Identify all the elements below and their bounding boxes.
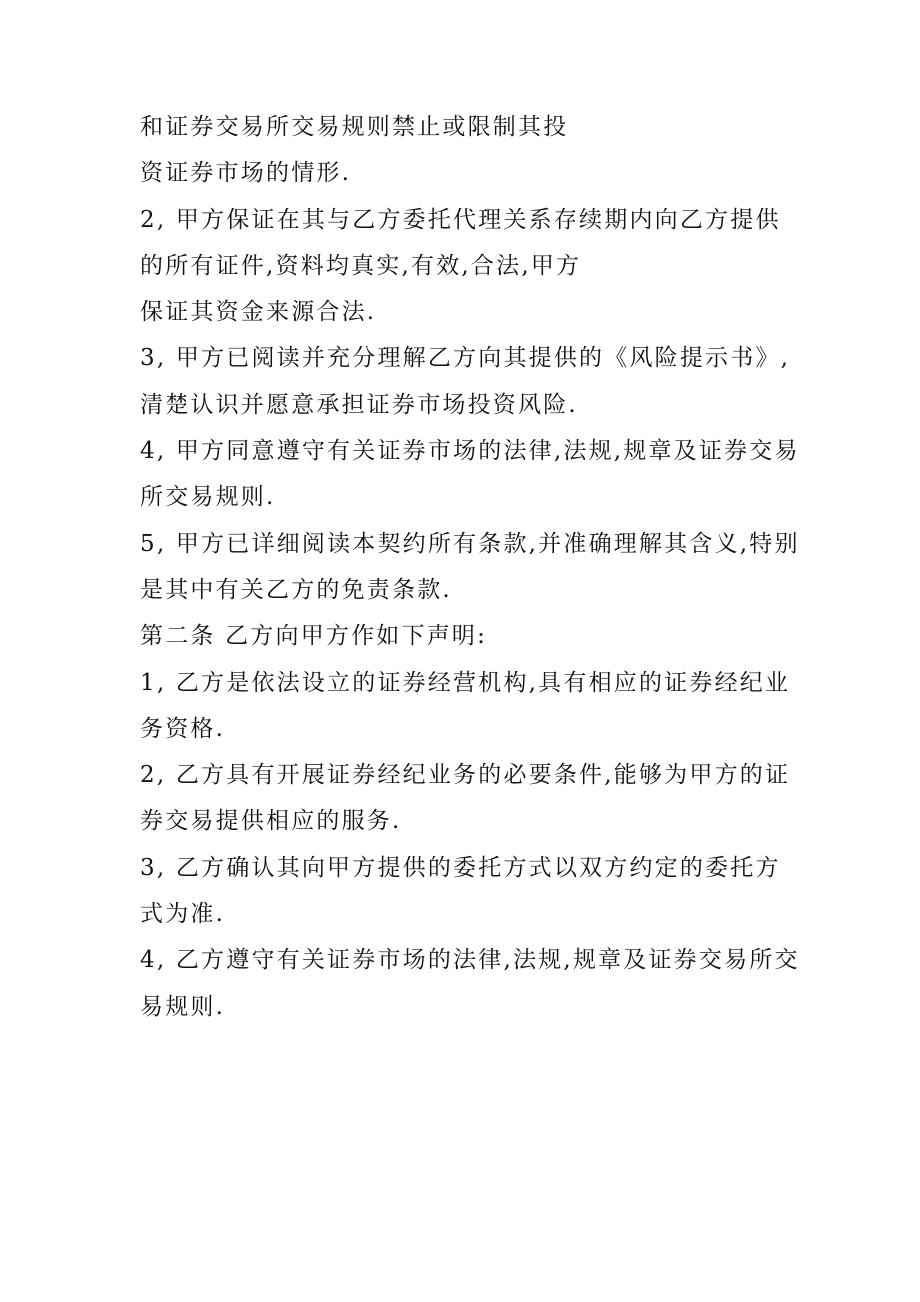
clause-3-line: 3, 甲方已阅读并充分理解乙方向其提供的《风险提示书》, xyxy=(140,345,791,372)
text-line: 务资格. xyxy=(140,715,226,742)
text-line: 的所有证件,资料均真实,有效,合法,甲方 xyxy=(140,252,582,279)
clause-4-line: 4, 甲方同意遵守有关证券市场的法律,法规,规章及证券交易 xyxy=(140,438,800,465)
clause-5-line: 5, 甲方已详细阅读本契约所有条款,并准确理解其含义,特别 xyxy=(140,530,800,557)
text-line: 清楚认识并愿意承担证券市场投资风险. xyxy=(140,391,578,418)
clause-2-line: 2, 甲方保证在其与乙方委托代理关系存续期内向乙方提供 xyxy=(140,206,781,233)
text-line: 和证券交易所交易规则禁止或限制其投 xyxy=(140,114,569,140)
text-line: 保证其资金来源合法. xyxy=(140,299,377,326)
text-line: 资证券市场的情形. xyxy=(140,160,352,187)
text-line: 券交易提供相应的服务. xyxy=(140,808,402,835)
text-line: 易规则. xyxy=(140,993,226,1020)
b-clause-3-line: 3, 乙方确认其向甲方提供的委托方式以双方约定的委托方 xyxy=(140,854,781,881)
b-clause-4-line: 4, 乙方遵守有关证券市场的法律,法规,规章及证券交易所交 xyxy=(140,947,800,974)
text-line: 式为准. xyxy=(140,901,226,928)
text-line: 所交易规则. xyxy=(140,484,276,511)
text-line: 是其中有关乙方的免责条款. xyxy=(140,576,452,603)
b-clause-1-line: 1, 乙方是依法设立的证券经营机构,具有相应的证券经纪业 xyxy=(140,669,791,696)
b-clause-2-line: 2, 乙方具有开展证券经纪业务的必要条件,能够为甲方的证 xyxy=(140,762,791,789)
article-heading: 第二条 乙方向甲方作如下声明: xyxy=(140,623,488,650)
document-body xyxy=(140,112,800,1038)
